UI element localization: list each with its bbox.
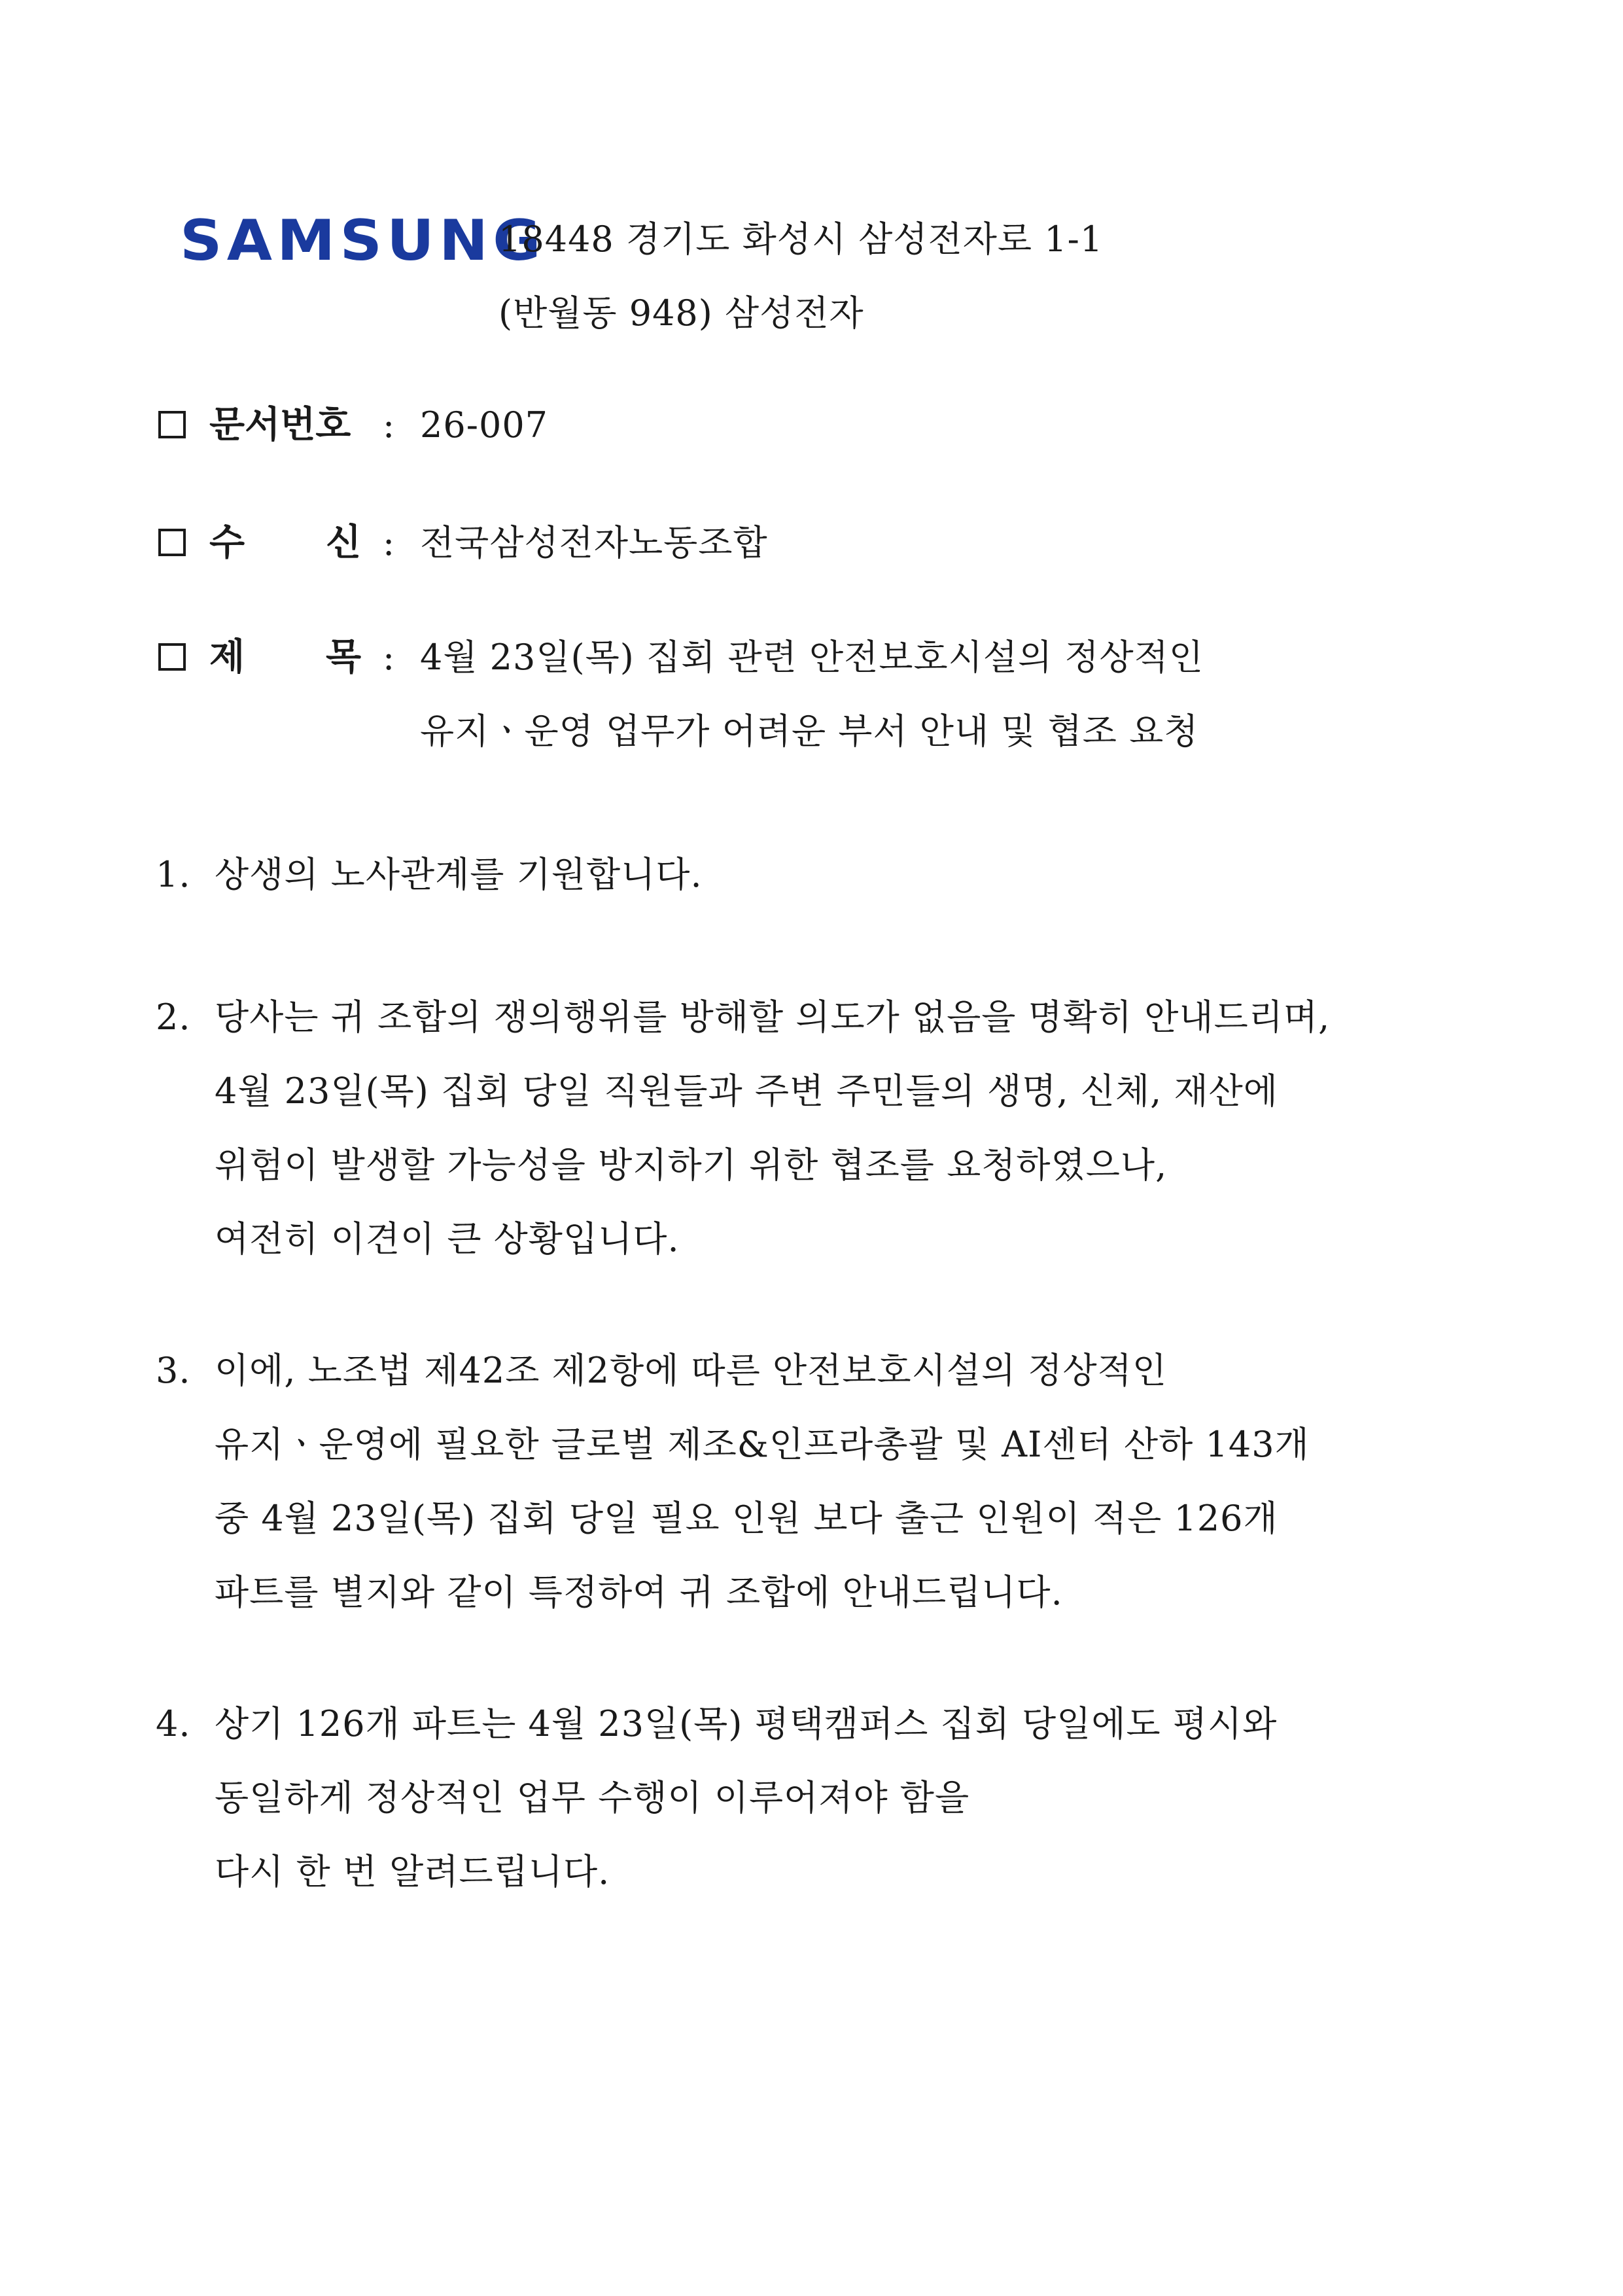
subject-value-line-2: 유지ㆍ운영 업무가 어려운 부서 안내 및 협조 요청 <box>420 711 1199 752</box>
subject-label-part2: 목 <box>326 636 362 679</box>
checkbox-square-icon <box>158 643 186 671</box>
paragraph-4-number: 4. <box>156 1703 191 1744</box>
samsung-logo: SAMSUNG <box>180 208 546 274</box>
address-line-1: 18448 경기도 화성시 삼성전자로 1-1 <box>498 219 1104 260</box>
paragraph-1-line-1: 상생의 노사관계를 기원합니다. <box>215 854 703 895</box>
paragraph-3-line-4: 파트를 별지와 같이 특정하여 귀 조합에 안내드립니다. <box>215 1572 1063 1613</box>
paragraph-3-line-1: 이에, 노조법 제42조 제2항에 따른 안전보호시설의 정상적인 <box>215 1350 1167 1391</box>
paragraph-3-line-3: 중 4월 23일(목) 집회 당일 필요 인원 보다 출근 인원이 적은 126개 <box>215 1498 1278 1539</box>
paragraph-1-number: 1. <box>156 854 191 895</box>
doc-number-colon: : <box>383 404 395 446</box>
paragraph-2-number: 2. <box>156 997 191 1038</box>
paragraph-2-line-1: 당사는 귀 조합의 쟁의행위를 방해할 의도가 없음을 명확히 안내드리며, <box>215 997 1331 1038</box>
paragraph-4-line-2: 동일하게 정상적인 업무 수행이 이루어져야 함을 <box>215 1777 970 1818</box>
paragraph-3-number: 3. <box>156 1350 191 1391</box>
doc-number-label: 문서번호 <box>209 404 351 446</box>
recipient-label-part2: 신 <box>326 521 362 564</box>
paragraph-3-line-2: 유지ㆍ운영에 필요한 글로벌 제조&인프라총괄 및 AI센터 산하 143개 <box>215 1424 1310 1465</box>
paragraph-2-line-2: 4월 23일(목) 집회 당일 직원들과 주변 주민들의 생명, 신체, 재산에 <box>215 1070 1278 1112</box>
paragraph-2-line-4: 여전히 이견이 큰 상황입니다. <box>215 1218 680 1260</box>
paragraph-4-line-3: 다시 한 번 알려드립니다. <box>215 1851 610 1892</box>
checkbox-square-icon <box>158 529 186 556</box>
checkbox-square-icon <box>158 411 186 438</box>
recipient-colon: : <box>383 522 395 563</box>
paragraph-4-line-1: 상기 126개 파트는 4월 23일(목) 평택캠퍼스 집회 당일에도 평시와 <box>215 1703 1278 1744</box>
doc-number-value: 26-007 <box>420 404 549 446</box>
address-line-2: (반월동 948) 삼성전자 <box>498 292 864 334</box>
subject-value-line-1: 4월 23일(목) 집회 관련 안전보호시설의 정상적인 <box>420 637 1204 678</box>
recipient-label-part1: 수 <box>209 521 245 564</box>
subject-label-part1: 제 <box>209 636 245 679</box>
paragraph-2-line-3: 위험이 발생할 가능성을 방지하기 위한 협조를 요청하였으나, <box>215 1144 1168 1186</box>
subject-colon: : <box>383 637 395 678</box>
recipient-value: 전국삼성전자노동조합 <box>420 522 768 563</box>
